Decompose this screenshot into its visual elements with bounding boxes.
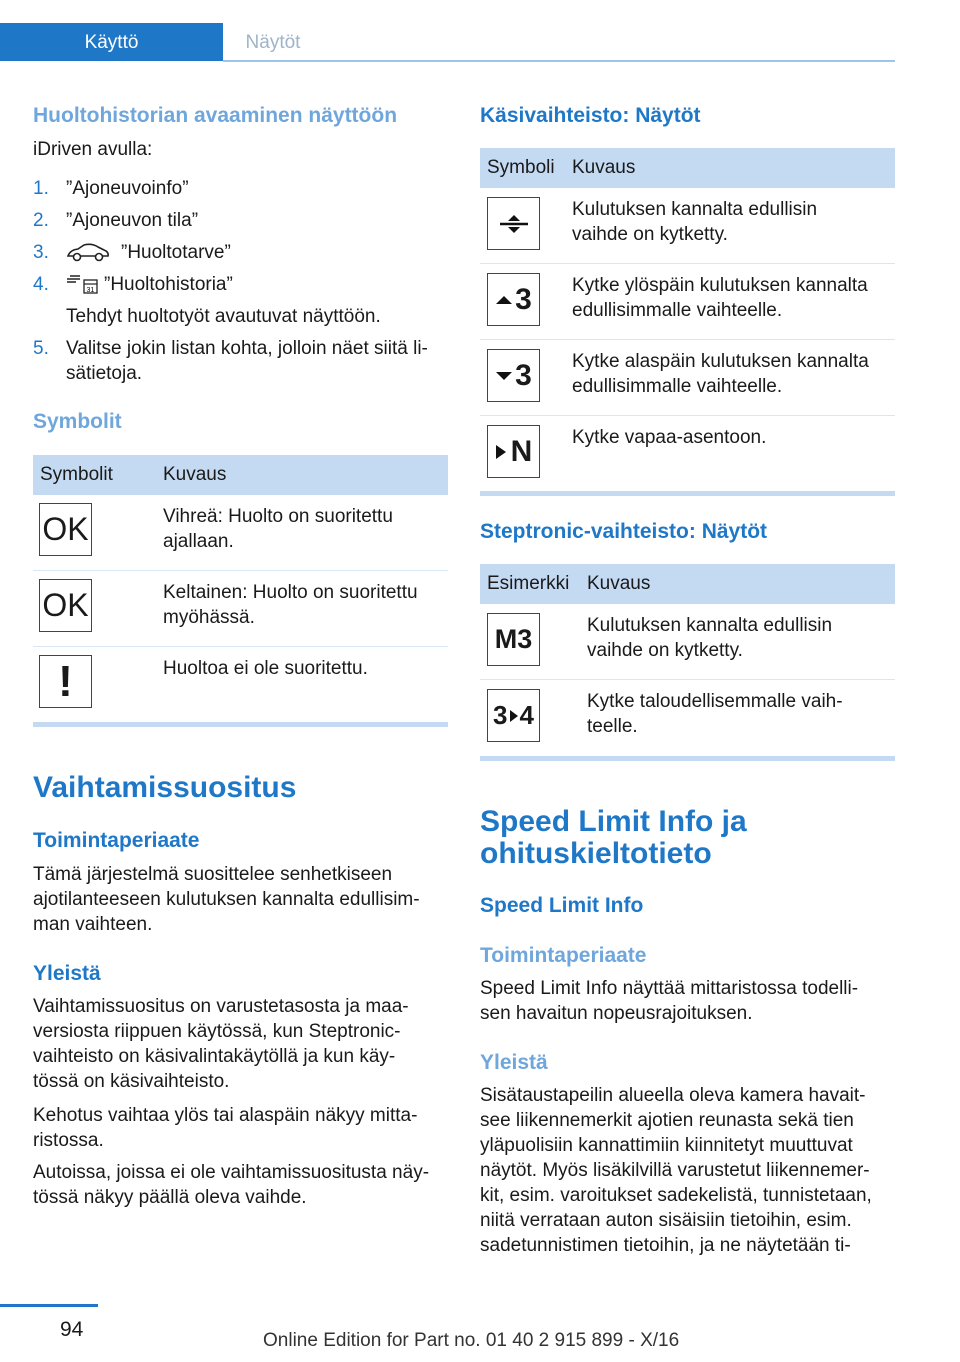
desc-line: Kulutuksen kannalta edullisin xyxy=(587,615,833,636)
ok-glyph: OK xyxy=(42,511,89,547)
row-description xyxy=(163,580,418,630)
table-end-rule xyxy=(33,722,448,727)
list-number: 4. xyxy=(33,274,49,295)
text-line: sadetunnistimen tietoihin, ja ne näytetään ti- xyxy=(480,1235,851,1256)
column-header-symbol: Symbolit xyxy=(40,464,113,485)
m3-icon xyxy=(487,613,540,666)
text-line: Speed Limit Info näyttää mittaristossa todelli- xyxy=(480,978,859,999)
title-line: ohituskieltotieto xyxy=(480,837,712,870)
text-line: tössä näkyy päällä oleva vaihde. xyxy=(33,1187,307,1208)
ok-yellow-icon xyxy=(39,579,92,632)
desc-line: vaihde on kytketty. xyxy=(572,224,728,245)
list-item xyxy=(33,304,453,329)
footer-rule xyxy=(0,1304,98,1307)
desc-line: vaihde on kytketty. xyxy=(587,640,743,661)
list-item xyxy=(33,176,453,201)
list-text: ”Huoltohistoria” xyxy=(104,274,233,295)
gear-glyph: 3 xyxy=(515,358,532,392)
tab-kaytto[interactable]: Käyttö xyxy=(0,23,223,61)
heading-principle: Toimintaperiaate xyxy=(33,829,200,852)
desc-line: edullisimmalle vaihteelle. xyxy=(572,300,783,321)
table-row xyxy=(480,416,895,491)
gear-optimal-icon xyxy=(487,197,540,250)
text-line: Kehotus vaihtaa ylös tai alaspäin näkyy mitta- xyxy=(33,1105,418,1126)
list-text: Tehdyt huoltotyöt avautuvat näyttöön. xyxy=(66,306,381,327)
desc-line: Keltainen: Huolto on suoritettu xyxy=(163,582,418,603)
car-icon xyxy=(66,242,110,271)
ok-glyph: OK xyxy=(42,587,89,623)
text-line: sen havaitun nopeusrajoituksen. xyxy=(480,1003,753,1024)
row-description xyxy=(572,197,817,247)
table-row xyxy=(480,340,895,416)
text-line: Vaihtamissuositus on varustetasosta ja maa- xyxy=(33,996,409,1017)
heading-speed-limit-info: Speed Limit Info xyxy=(480,894,644,917)
text-line: näytöt. Myös lisäkilvillä varustetut liikennemer- xyxy=(480,1160,870,1181)
list-number: 2. xyxy=(33,210,49,231)
list-item xyxy=(33,208,453,233)
gear-glyph: M3 xyxy=(494,624,533,654)
text-line: tössä on käsivaihteisto. xyxy=(33,1071,230,1092)
page-number: 94 xyxy=(60,1318,84,1341)
auto-text xyxy=(33,1160,429,1210)
title-line: Speed Limit Info ja xyxy=(480,805,747,838)
row-description xyxy=(572,349,869,399)
tab-naytot[interactable]: Näytöt xyxy=(245,32,301,53)
shift-down-3-icon xyxy=(487,349,540,402)
top-bar xyxy=(0,0,960,62)
row-description xyxy=(587,613,832,663)
text-line: versiosta riippuen käytössä, kun Steptronic- xyxy=(33,1021,401,1042)
header-rule xyxy=(223,60,895,62)
list-text: ”Ajoneuvon tila” xyxy=(66,210,199,231)
text-line: ristossa. xyxy=(33,1130,104,1151)
list-text: ”Ajoneuvoinfo” xyxy=(66,178,189,199)
text-line: vaihteisto on käsivalintakäytöllä ja kun käy- xyxy=(33,1046,396,1067)
desc-line: Kytke taloudellisemmalle vaih- xyxy=(587,691,843,712)
heading-general: Yleistä xyxy=(480,1051,548,1074)
table-row xyxy=(33,495,448,571)
table-row xyxy=(33,647,448,722)
row-description xyxy=(572,425,766,450)
list-text: Valitse jokin listan kohta, jolloin näet siitä li- xyxy=(66,338,428,359)
table-header xyxy=(480,148,895,188)
table-end-rule xyxy=(480,756,895,761)
table-row xyxy=(33,571,448,647)
desc-line: Kytke ylöspäin kulutuksen kannalta xyxy=(572,275,868,296)
exclamation-icon xyxy=(39,655,92,708)
desc-line: Vihreä: Huolto on suoritettu xyxy=(163,506,393,527)
intro-text: iDriven avulla: xyxy=(33,139,153,160)
table-row xyxy=(480,188,895,264)
table-header xyxy=(33,455,448,495)
column-header-description: Kuvaus xyxy=(572,157,636,178)
column-header-symbol: Symboli xyxy=(487,157,555,178)
list-item xyxy=(33,240,453,265)
gear-glyph: N xyxy=(510,434,533,468)
gear-glyph: 4 xyxy=(519,700,534,730)
column-header-description: Kuvaus xyxy=(587,573,651,594)
svg-text:31: 31 xyxy=(86,287,95,294)
heading-service-history: Huoltohistorian avaaminen näyttöön xyxy=(33,104,398,127)
list-number: 1. xyxy=(33,178,49,199)
gear-glyph: 3 xyxy=(493,700,508,730)
desc-line: edullisimmalle vaihteelle. xyxy=(572,376,783,397)
list-item xyxy=(33,336,453,361)
row-description xyxy=(587,689,843,739)
gear-glyph: 3 xyxy=(515,282,532,316)
heading-steptronic: Steptronic-vaihteisto: Näytöt xyxy=(480,520,768,543)
heading-general: Yleistä xyxy=(33,962,101,985)
table-header xyxy=(480,564,895,604)
row-description xyxy=(163,656,368,681)
heading-symbols: Symbolit xyxy=(33,410,122,433)
hint-text xyxy=(33,1103,417,1153)
row-description xyxy=(163,504,393,554)
list-number: 3. xyxy=(33,242,49,263)
section-title xyxy=(480,806,747,870)
table-end-rule xyxy=(480,491,895,496)
list-item xyxy=(33,272,453,297)
row-description xyxy=(572,273,868,323)
exclamation-glyph: ! xyxy=(58,656,73,706)
heading-principle: Toimintaperiaate xyxy=(480,944,647,967)
general-text xyxy=(33,994,409,1094)
desc-line: Kytke alaspäin kulutuksen kannalta xyxy=(572,351,869,372)
list-text: ”Huoltotarve” xyxy=(121,242,231,263)
desc-line: myöhässä. xyxy=(163,607,255,628)
desc-line: ajallaan. xyxy=(163,531,234,552)
ok-green-icon xyxy=(39,503,92,556)
list-text: sätietoja. xyxy=(66,363,143,384)
text-line: Sisätaustapeilin alueella oleva kamera havait- xyxy=(480,1085,866,1106)
desc-line: Kulutuksen kannalta edullisin xyxy=(572,199,818,220)
text-line: ajotilanteeseen kulutuksen kannalta edullisim- xyxy=(33,889,420,910)
text-line: see liikennemerkit ajotien reunasta sekä tien xyxy=(480,1110,854,1131)
footer-edition: Online Edition for Part no. 01 40 2 915 899 - X/16 xyxy=(263,1330,680,1351)
text-line: niitä verrataan auton sisäisiin tietoihin, esim. xyxy=(480,1210,852,1231)
text-line: Tämä järjestelmä suosittelee senhetkiseen xyxy=(33,864,393,885)
neutral-n-icon xyxy=(487,425,540,478)
principle-text xyxy=(33,862,420,937)
service-history-icon xyxy=(66,273,102,304)
table-row xyxy=(480,264,895,340)
list-number: 5. xyxy=(33,338,49,359)
table-row xyxy=(480,604,895,680)
text-line: yläpuolisiin kannattimiin kiinnitetyt muuttuvat xyxy=(480,1135,853,1156)
table-row xyxy=(480,680,895,755)
heading-manual: Käsivaihteisto: Näytöt xyxy=(480,104,701,127)
shift-3-to-4-icon xyxy=(487,689,540,742)
desc-line: teelle. xyxy=(587,716,638,737)
text-line: Autoissa, joissa ei ole vaihtamissuositusta näy- xyxy=(33,1162,430,1183)
principle-text xyxy=(480,976,858,1026)
section-title: Vaihtamissuositus xyxy=(33,771,297,804)
list-item xyxy=(33,361,453,386)
text-line: man vaihteen. xyxy=(33,914,153,935)
desc-line: Kytke vapaa-asentoon. xyxy=(572,427,767,448)
shift-up-3-icon xyxy=(487,273,540,326)
column-header-description: Kuvaus xyxy=(163,464,227,485)
text-line: kit, esim. varoitukset sadekelistä, tunnistetaan, xyxy=(480,1185,872,1206)
general-text xyxy=(480,1083,872,1258)
desc-line: Huoltoa ei ole suoritettu. xyxy=(163,658,368,679)
column-header-example: Esimerkki xyxy=(487,573,570,594)
